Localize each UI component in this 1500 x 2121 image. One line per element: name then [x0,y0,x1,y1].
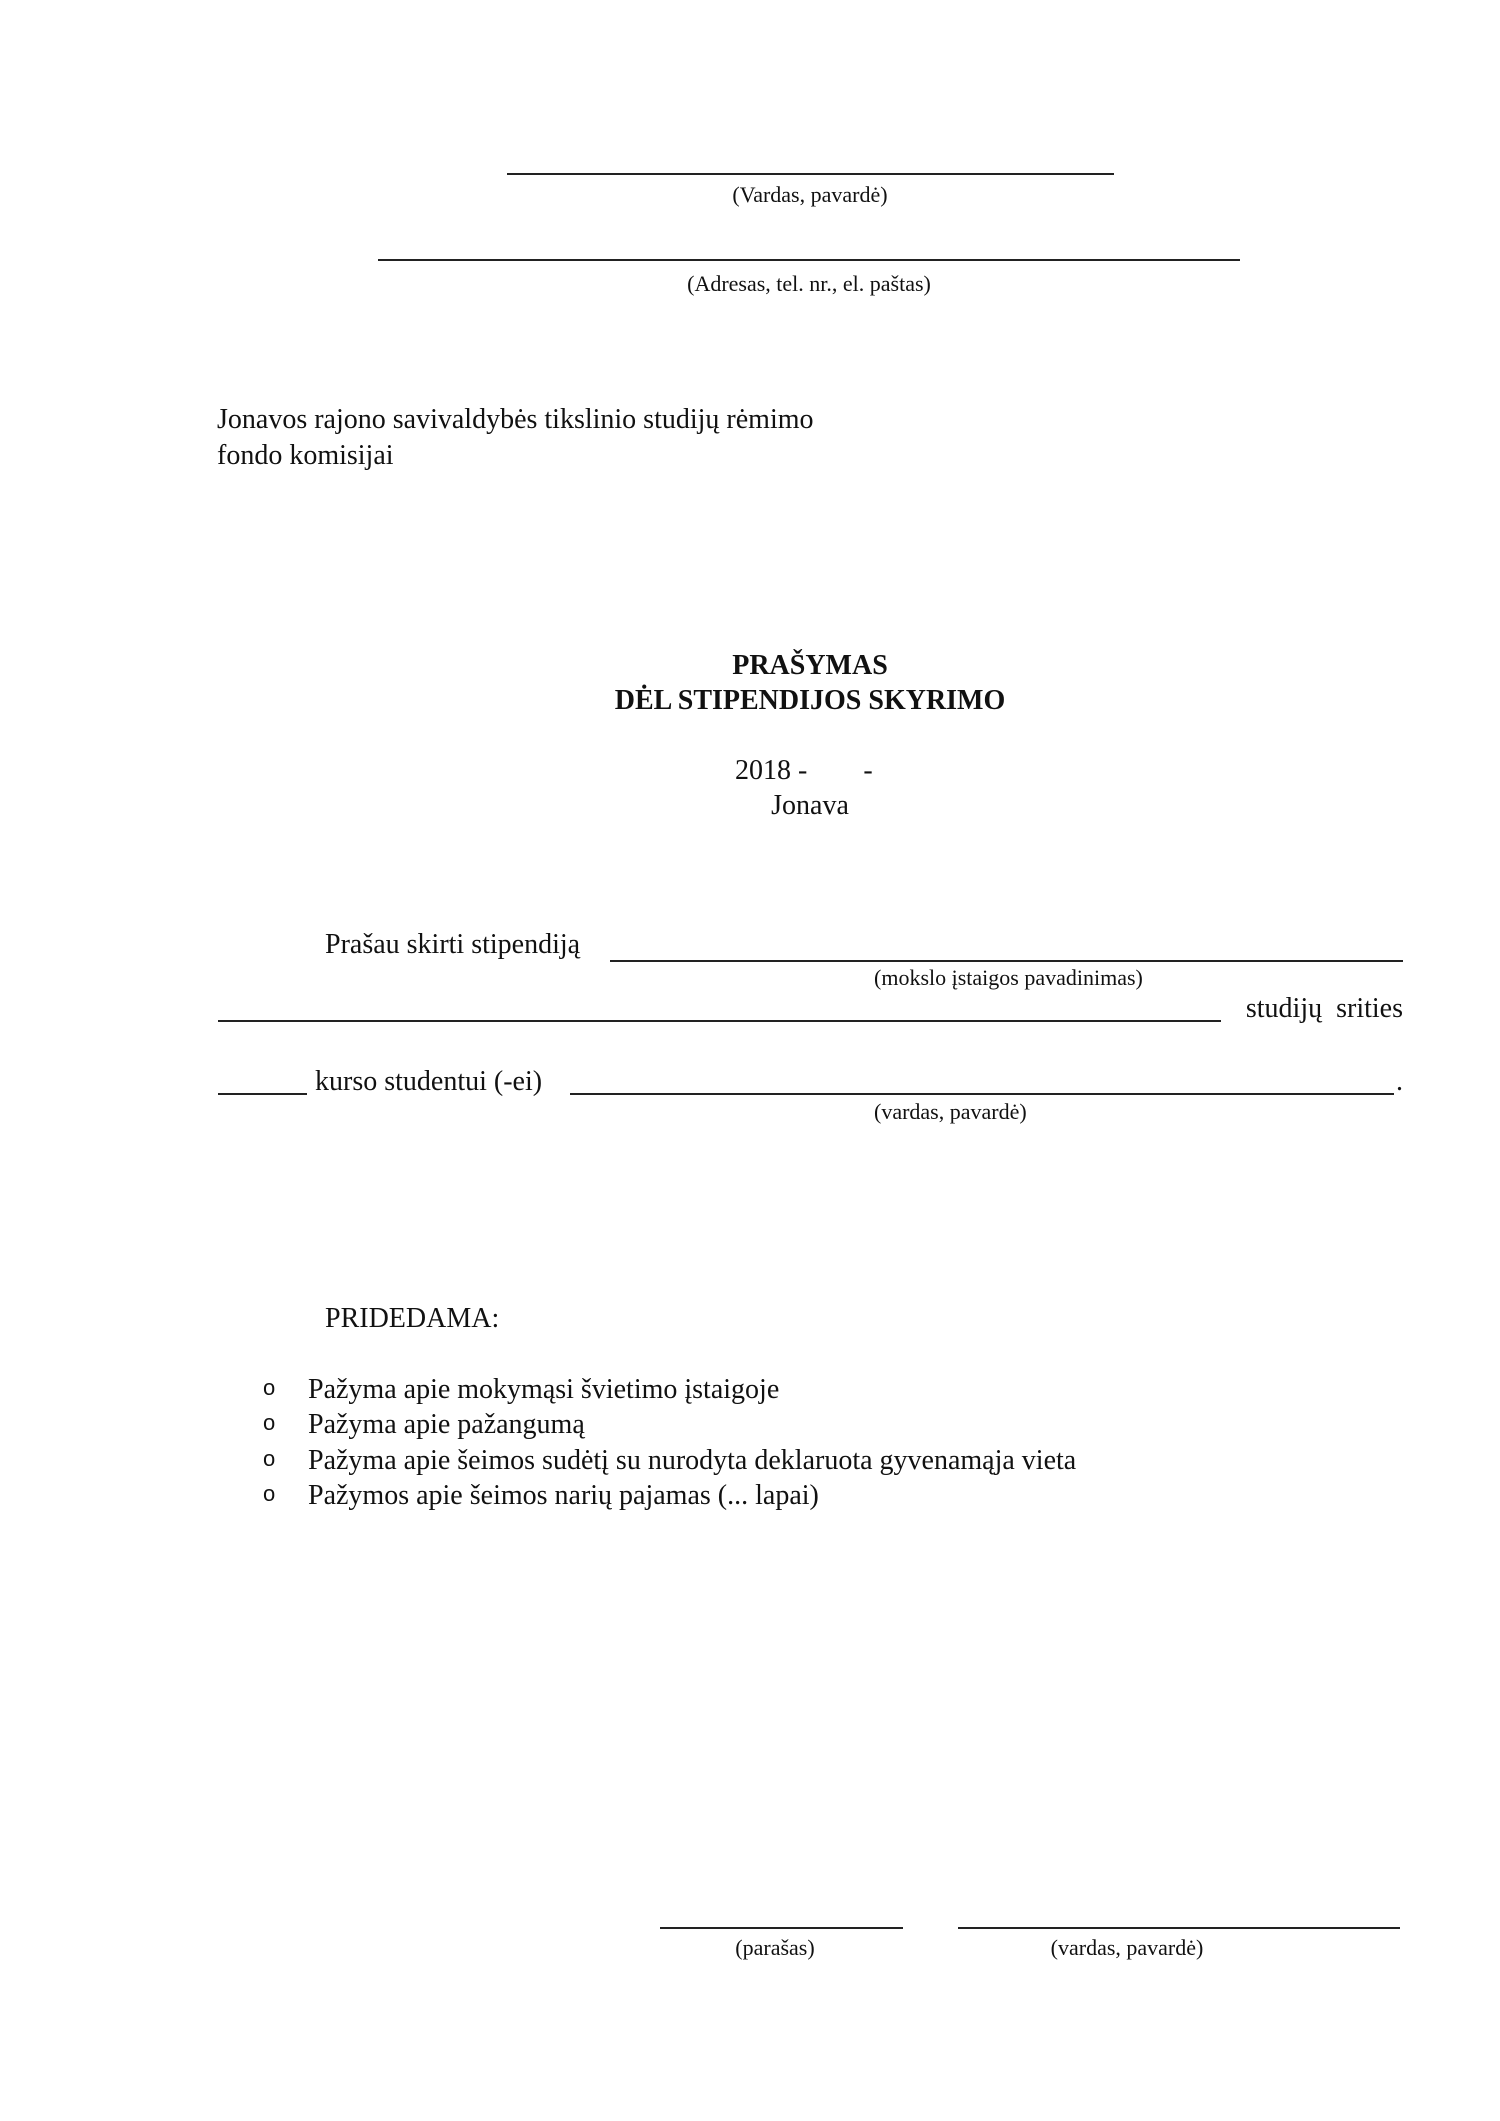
institution-line[interactable] [610,960,1403,962]
attachment-label: Pažyma apie šeimos sudėtį su nurodyta deklaruota gyvenamąja vieta [308,1445,1077,1476]
request-text: Prašau skirti stipendiją [325,929,581,960]
signer-name-line[interactable] [958,1927,1400,1929]
document-subtitle: DĖL STIPENDIJOS SKYRIMO [614,685,1006,716]
contact-line[interactable] [378,259,1240,261]
document-place: Jonava [771,790,849,821]
attachment-label: Pažymos apie šeimos narių pajamas (... lapai) [308,1480,819,1511]
course-text: kurso studentui (-ei) [315,1066,543,1097]
study-field-text: studijų srities [1245,993,1403,1024]
attachment-label: Pažyma apie pažangumą [308,1409,585,1440]
attachment-label: Pažyma apie mokymąsi švietimo įstaigoje [308,1374,780,1405]
bullet-circle-icon: o [263,1375,276,1400]
study-field-line[interactable] [218,1020,1221,1022]
contact-caption: (Adresas, tel. nr., el. paštas) [687,271,931,296]
bullet-circle-icon: o [263,1446,276,1471]
recipient-line-1: Jonavos rajono savivaldybės tikslinio studijų rėmimo [217,404,814,435]
document-date: 2018 - - [735,755,873,786]
sentence-period: . [1396,1066,1403,1097]
recipient-line-2: fondo komisijai [217,440,394,471]
name-line[interactable] [507,173,1114,175]
student-name-caption: (vardas, pavardė) [874,1099,1027,1124]
institution-caption: (mokslo įstaigos pavadinimas) [874,965,1143,990]
course-line[interactable] [218,1093,307,1095]
signature-caption: (parašas) [735,1935,815,1960]
signer-name-caption: (vardas, pavardė) [1050,1935,1204,1960]
signature-line[interactable] [660,1927,903,1929]
attachments-heading: PRIDEDAMA: [325,1303,500,1334]
bullet-circle-icon: o [263,1410,276,1435]
bullet-circle-icon: o [263,1481,276,1506]
document-title: PRAŠYMAS [732,650,888,681]
student-name-line[interactable] [570,1093,1394,1095]
name-caption: (Vardas, pavardė) [732,182,888,207]
